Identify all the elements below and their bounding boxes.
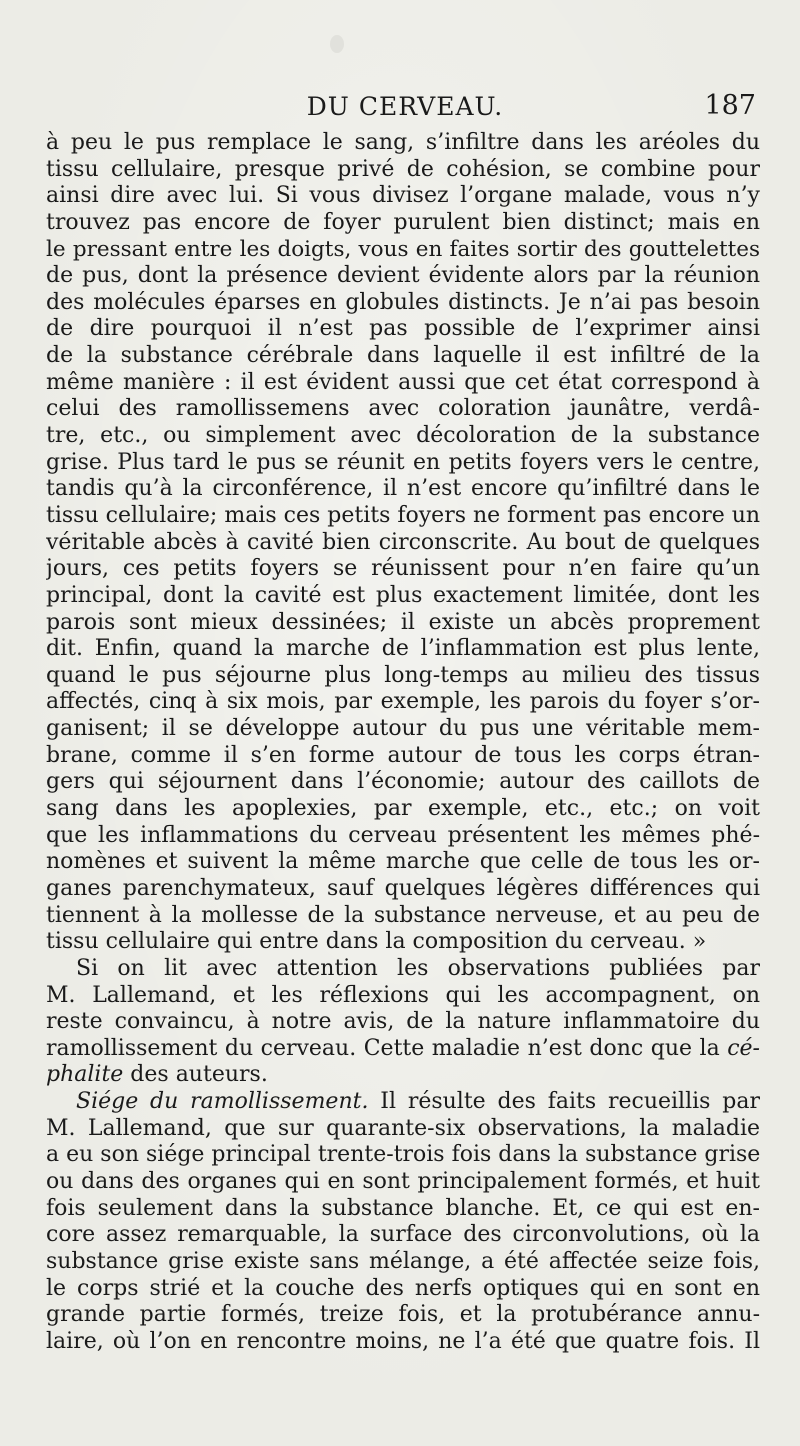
text-line: gers qui séjournent dans l’économie; autour des caillots de (46, 769, 760, 795)
text-line: que les inflammations du cerveau présentent les mêmes phé- (46, 822, 760, 848)
text-segment: ramollissement du cerveau. Cette maladie n’est donc que la (46, 1035, 728, 1061)
text-line: ganisent; il se développe autour du pus une véritable mem- (46, 716, 760, 742)
text-line (46, 1089, 760, 1116)
text-line: des molécules éparses en globules distincts. Je n’ai pas besoin (46, 289, 760, 315)
italic-text: cé- (727, 1035, 760, 1061)
text-line: le corps strié et la couche des nerfs optiques qui en sont en (46, 1275, 760, 1301)
page-number: 187 (704, 90, 756, 121)
text-line: le pressant entre les doigts, vous en faites sortir des gouttelettes (46, 236, 760, 262)
body-text (46, 130, 760, 1355)
text-line: Si on lit avec attention les observations publiées par (76, 955, 760, 981)
text-line: principal, dont la cavité est plus exactement limitée, dont les (46, 582, 760, 608)
text-line: ganes parenchymateux, sauf quelques légères différences qui (46, 875, 760, 901)
text-line: tissu cellulaire; mais ces petits foyers ne forment pas encore un (46, 502, 760, 528)
section-heading: Siége du ramollissement. (76, 1089, 369, 1115)
page-header (46, 88, 764, 128)
text-line: tiennent à la mollesse de la substance nerveuse, et au peu de (46, 902, 760, 928)
text-line: trouvez pas encore de foyer purulent bien distinct; mais en (46, 209, 760, 235)
text-line: nomènes et suivent la même marche que celle de tous les or- (46, 849, 760, 875)
text-line: fois seulement dans la substance blanche. Et, ce qui est en- (46, 1195, 760, 1221)
italic-text: phalite (46, 1062, 124, 1088)
text-line: reste convaincu, à notre avis, de la nature inflammatoire du (46, 1009, 760, 1035)
text-line: ainsi dire avec lui. Si vous divisez l’organe malade, vous n’y (46, 183, 760, 209)
text-line: à peu le pus remplace le sang, s’infiltre dans les aréoles du (46, 130, 760, 155)
text-line: affectés, cinq à six mois, par exemple, les parois du foyer s’or- (46, 689, 760, 715)
text-line: grise. Plus tard le pus se réunit en petits foyers vers le centre, (46, 449, 760, 475)
text-line: substance grise existe sans mélange, a été affectée seize fois, (46, 1248, 760, 1274)
text-line: core assez remarquable, la surface des circonvolutions, où la (46, 1222, 760, 1248)
text-segment: des auteurs. (123, 1062, 268, 1088)
text-line: de dire pourquoi il n’est pas possible de l’exprimer ainsi (46, 316, 760, 342)
text-line: tandis qu’à la circonférence, il n’est encore qu’infiltré dans le (46, 476, 760, 502)
text-line: M. Lallemand, et les réflexions qui les accompagnent, on (46, 982, 760, 1008)
text-line: tissu cellulaire, presque privé de cohésion, se combine pour (46, 156, 760, 182)
paper-stain (330, 35, 344, 53)
text-line: sang dans les apoplexies, par exemple, etc., etc.; on voit (46, 796, 760, 822)
text-line: même manière : il est évident aussi que cet état correspond à (46, 369, 760, 395)
text-line: dit. Enfin, quand la marche de l’inflammation est plus lente, (46, 636, 760, 662)
text-line: a eu son siége principal trente-trois fois dans la substance grise (46, 1142, 760, 1168)
text-line: celui des ramollissemens avec coloration jaunâtre, verdâ- (46, 396, 760, 422)
text-line: brane, comme il s’en forme autour de tous les corps étran- (46, 742, 760, 768)
text-line: grande partie formés, treize fois, et la protubérance annu- (46, 1302, 760, 1328)
text-line: jours, ces petits foyers se réunissent pour n’en faire qu’un (46, 556, 760, 582)
text-line: ou dans des organes qui en sont principalement formés, et huit (46, 1168, 760, 1194)
text-line: tre, etc., ou simplement avec décoloration de la substance (46, 423, 760, 449)
text-line (46, 1062, 760, 1089)
text-segment: Il résulte des faits recueillis par (368, 1089, 760, 1115)
text-line: laire, où l’on en rencontre moins, ne l’a été que quatre fois. Il (46, 1328, 760, 1354)
running-title: DU CERVEAU. (306, 92, 504, 121)
text-line: M. Lallemand, que sur quarante-six observations, la maladie (46, 1115, 760, 1141)
text-line: de la substance cérébrale dans laquelle il est infiltré de la (46, 343, 760, 369)
text-line: de pus, dont la présence devient évidente alors par la réunion (46, 263, 760, 289)
text-line: parois sont mieux dessinées; il existe un abcès proprement (46, 609, 760, 635)
text-line: tissu cellulaire qui entre dans la composition du cerveau. » (46, 929, 707, 955)
text-line: quand le pus séjourne plus long-temps au milieu des tissus (46, 662, 760, 688)
text-line: véritable abcès à cavité bien circonscrite. Au bout de quelques (46, 529, 760, 555)
text-line (46, 1036, 760, 1063)
